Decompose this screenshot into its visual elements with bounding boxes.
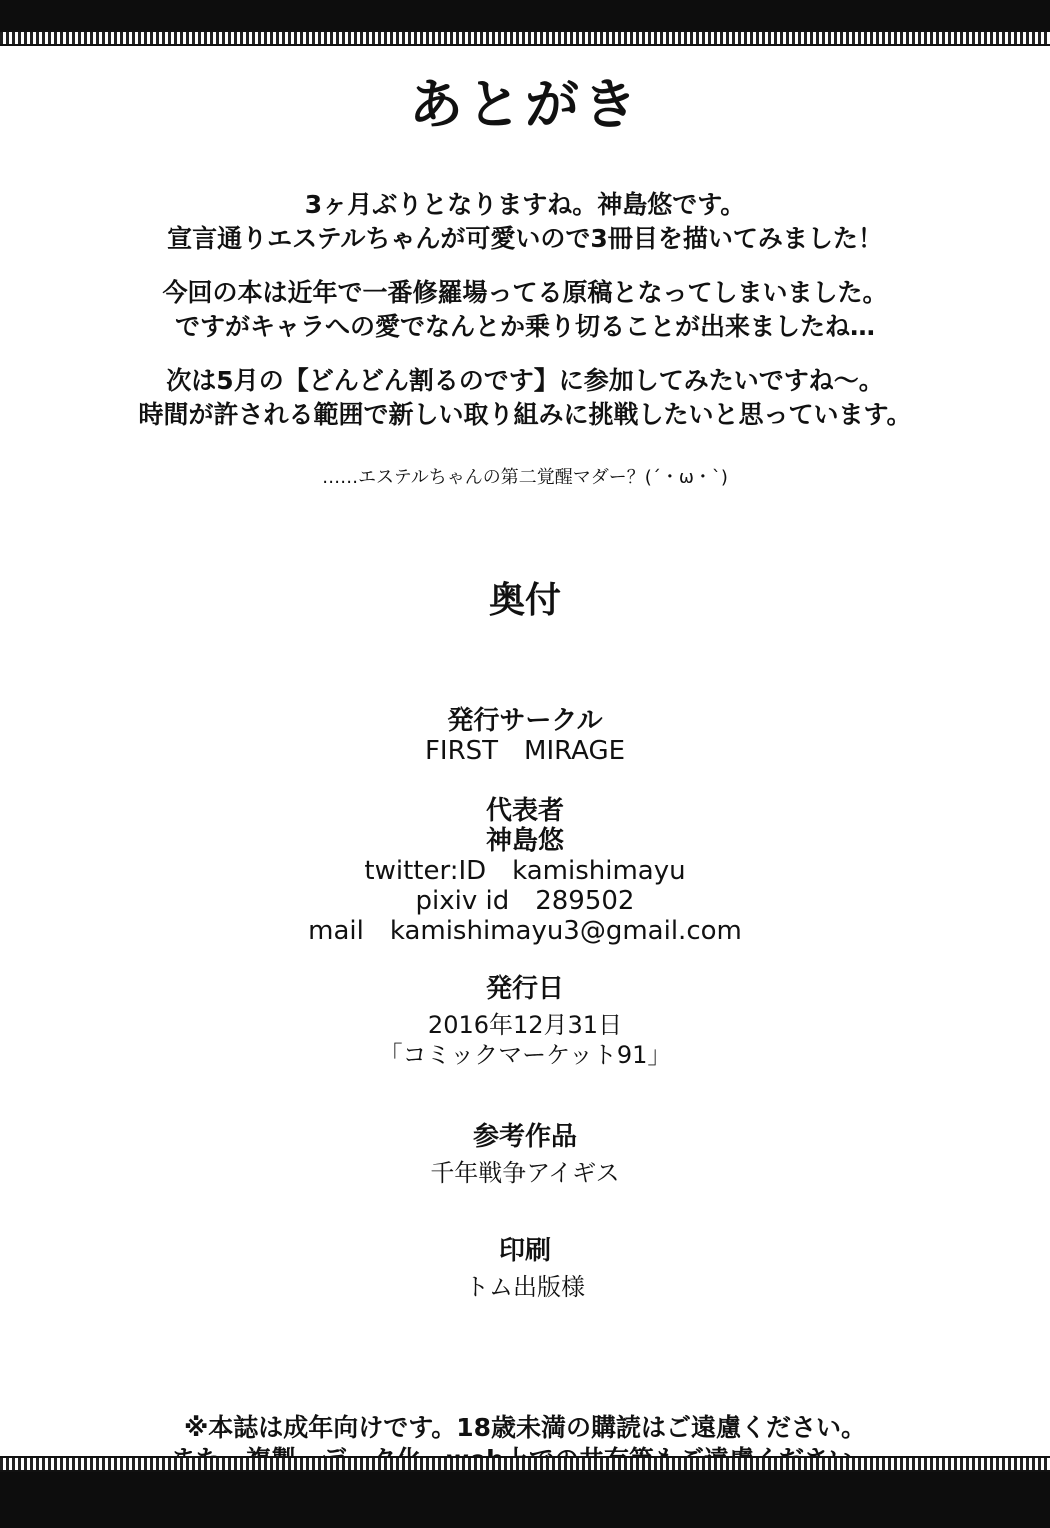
circle-label: 発行サークル: [447, 706, 603, 736]
afterword-paragraph-2: [0, 276, 1050, 344]
event-name: 「コミックマーケット91」: [378, 1041, 672, 1069]
printer-name: トム出版様: [465, 1273, 585, 1301]
afterword-page: [0, 46, 1050, 1456]
reference-label: 参考作品: [472, 1122, 577, 1152]
reference-work: 千年戦争アイギス: [430, 1159, 620, 1187]
reference-section: [0, 1122, 1050, 1188]
paragraph-line: 次は5月の【どんどん割るのです】に参加してみたいですね～。: [166, 366, 884, 395]
circle-name: FIRST MIRAGE: [424, 736, 626, 766]
publish-date: 2016年12月31日: [427, 1011, 623, 1039]
mail-address: mail kamishimayu3@gmail.com: [308, 916, 742, 946]
publish-date-label: 発行日: [485, 974, 564, 1004]
representative-label: 代表者: [485, 796, 564, 826]
representative-section: [0, 796, 1050, 946]
bottom-border-band: [0, 1472, 1050, 1528]
afterword-title: あとがき: [409, 73, 641, 136]
printing-label: 印刷: [498, 1236, 551, 1266]
colophon-title: 奥付: [488, 580, 561, 621]
paragraph-line: 宣言通りエステルちゃんが可愛いので3冊目を描いてみました！: [167, 224, 883, 253]
representative-name: 神島悠: [485, 826, 564, 856]
twitter-id: twitter:ID kamishimayu: [364, 856, 686, 886]
top-border-band: [0, 0, 1050, 30]
top-checker-border: [0, 30, 1050, 46]
pixiv-id: pixiv id 289502: [415, 886, 635, 916]
afterword-paragraph-3: [0, 364, 1050, 432]
circle-section: [0, 706, 1050, 766]
afterword-aside: ……エステルちゃんの第二覚醒マダー？(´・ω・`): [322, 467, 728, 488]
paragraph-line: 時間が許される範囲で新しい取り組みに挑戦したいと思っています。: [138, 400, 912, 429]
notice-line: ※本誌は成年向けです。18歳未満の購読はご遠慮ください。: [183, 1413, 867, 1442]
paragraph-line: 今回の本は近年で一番修羅場ってる原稿となってしまいました。: [162, 278, 888, 307]
printing-section: [0, 1236, 1050, 1302]
publish-date-section: [0, 974, 1050, 1070]
paragraph-line: 3ヶ月ぶりとなりますね。神島悠です。: [304, 190, 746, 219]
afterword-paragraph-1: [0, 188, 1050, 256]
paragraph-line: ですがキャラへの愛でなんとか乗り切ることが出来ましたね…: [174, 312, 875, 341]
bottom-checker-border: [0, 1456, 1050, 1472]
